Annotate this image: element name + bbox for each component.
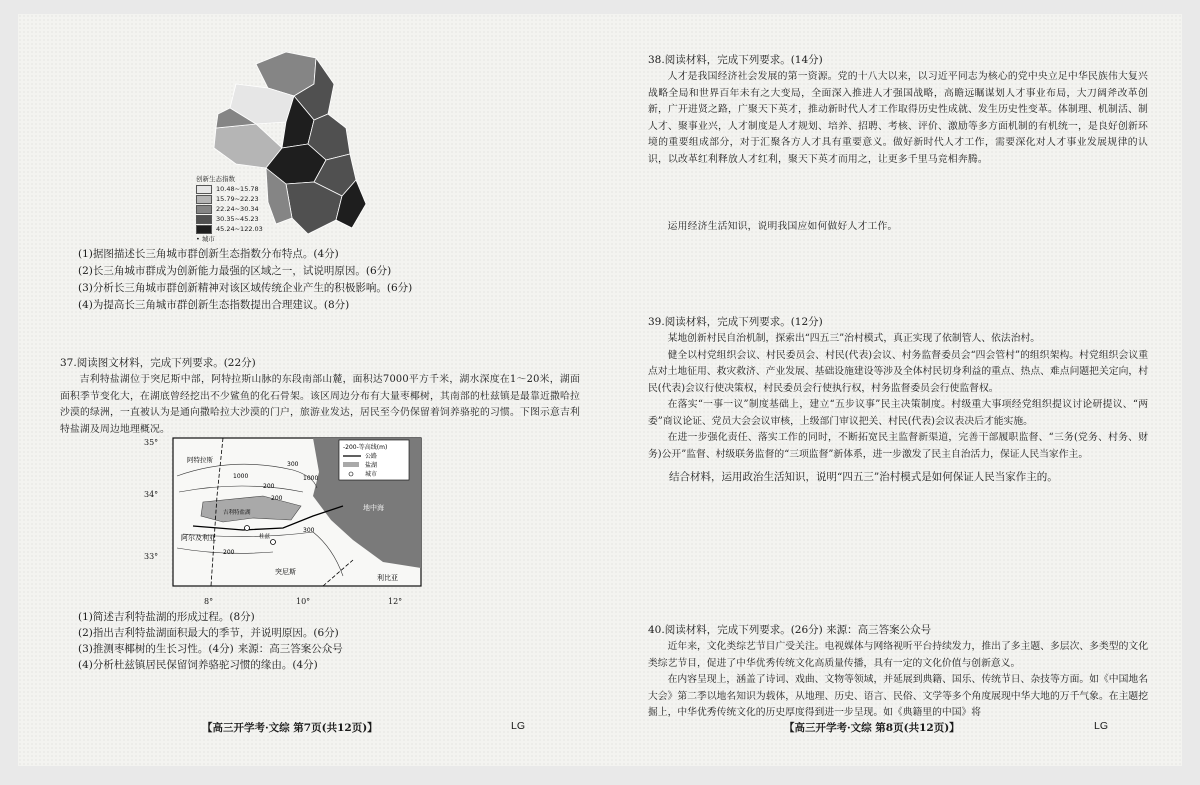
q40-paragraph: 近年来，文化类综艺节目广受关注。电视媒体与网络视听平台持续发力，推出了多主题、多层次、多类型的文化类综艺节目，促进了中华优秀传统文化高质量传播，具有一定的文化价值与创新意义。 bbox=[648, 641, 1148, 669]
city-marker bbox=[245, 526, 250, 531]
q40-paragraph: 在内容呈现上，涵盖了诗词、戏曲、文物等领域，并延展到典籍、国乐、传统节日、杂技等方面。如《中国地名大会》第二季以地名知识为载体，从地理、历史、语言、民俗、文学等多个角度展现中华大地的万千气象。在主题挖掘上，中华优秀传统文化的历史厚度得到进一步呈现。如《典籍里的中国》将 bbox=[648, 674, 1148, 718]
q40-source-note: 来源：高三答案公众号 bbox=[826, 624, 932, 636]
q36-sub-question: (2)长三角城市群成为创新能力最强的区域之一，试说明原因。(6分) bbox=[78, 265, 392, 277]
contour-label: 200 bbox=[223, 549, 235, 556]
legend-item bbox=[196, 184, 263, 194]
place-douz: 杜兹 bbox=[259, 534, 271, 540]
place-salt-lake: 吉利特盐湖 bbox=[223, 510, 251, 516]
legend-title: 创新生态指数 bbox=[196, 175, 235, 183]
place-algeria: 阿尔及利亚 bbox=[181, 534, 216, 542]
contour-label: 300 bbox=[287, 461, 299, 468]
contour-label: 1000 bbox=[233, 473, 249, 480]
map-legend bbox=[196, 174, 263, 244]
q37-sub-question: (4)分析杜兹镇居民保留饲养骆驼习惯的缘由。(4分) bbox=[78, 659, 318, 671]
q39-paragraph: 结合材料，运用政治生活知识，说明“四五三”治村模式是如何保证人民当家作主的。 bbox=[669, 471, 1058, 483]
contour-label: 300 bbox=[303, 527, 315, 534]
legend-swatch bbox=[196, 185, 212, 194]
q39-paragraphs bbox=[648, 331, 1148, 486]
map-legend-road: 公路 bbox=[365, 453, 378, 460]
legend-item bbox=[196, 214, 263, 224]
q37-text: 吉利特盐湖位于突尼斯中部，阿特拉斯山脉的东段南部山麓，面积达7000平方千米，湖水深度在1～20米，湖面面积季节变化大，在湖底曾经挖出不少鲨鱼的化石骨架。该区周边分布有大量枣椰树，其南部的杜兹镇是最靠近撒哈拉沙漠的绿洲，一直被认为是通向撒哈拉大沙漠的门户，旅游业发达，居民至今仍保留着饲养骆驼的习惯。下图示意吉利特盐湖及周边地理概况。 bbox=[60, 374, 580, 435]
q37-sub-question: (1)简述吉利特盐湖的形成过程。(8分) bbox=[78, 611, 255, 623]
footer-right: 【高三开学考·文综 第8页(共12页)】 bbox=[784, 722, 960, 734]
legend-swatch bbox=[196, 205, 212, 214]
place-atlas: 阿特拉斯 bbox=[187, 456, 213, 464]
place-libya: 利比亚 bbox=[377, 574, 398, 582]
lat-label: 33° bbox=[144, 552, 159, 561]
footer-lg-right: LG bbox=[1094, 720, 1109, 732]
legend-swatch bbox=[196, 225, 212, 234]
q40-heading-text: 40.阅读材料，完成下列要求。(26分) bbox=[648, 624, 823, 636]
footer-left: 【高三开学考·文综 第7页(共12页)】 bbox=[202, 722, 378, 734]
salt-lake-map bbox=[163, 436, 428, 598]
q39-paragraph: 健全以村党组织会议、村民委员会、村民(代表)会议、村务监督委员会“四会管村”的组织架构。村党组织会议重点对土地征用、救灾救济、产业发展、基础设施建设等涉及全体村民切身利益的重点、热点、难点问题把关定向，村民(代表)会议行使决策权，村民委员会行使执行权，村务监督委员会行使监督权。 bbox=[648, 349, 1148, 394]
map-legend-lake: 盐湖 bbox=[365, 462, 378, 469]
legend-label: 15.79~22.23 bbox=[216, 195, 259, 203]
legend-item bbox=[196, 194, 263, 204]
legend-label: 10.48~15.78 bbox=[216, 185, 259, 193]
map-legend-contour: -200-等高线(m) bbox=[343, 444, 388, 451]
legend-label: 45.24~122.03 bbox=[216, 225, 263, 233]
map-legend-city: 城市 bbox=[365, 471, 378, 478]
q37-heading: 37.阅读图文材料，完成下列要求。(22分) bbox=[60, 357, 256, 369]
lat-label: 34° bbox=[144, 490, 159, 499]
legend-label: 22.24~30.34 bbox=[216, 205, 259, 213]
q39-paragraph: 在进一步强化责任、落实工作的同时，不断拓宽民主监督新渠道，完善干部履职监督、“三务(党务、村务、财务)公开”监督、村级联务监督的“三项监督”新体系，进一步激发了民主自治活力，保证人民当家作主。 bbox=[648, 432, 1148, 460]
footer-lg-left: LG bbox=[511, 720, 526, 732]
q38-text: 人才是我国经济社会发展的第一资源。党的十八大以来，以习近平同志为核心的党中央立足中华民族伟大复兴战略全局和世界百年未有之大变局，全面深入推进人才强国战略，高瞻远瞩谋划人才事业布局，大刀阔斧改革创新，广开进贤之路，广聚天下英才，推动新时代人才工作取得历史性成就、发生历史性变革。体制理、机制活、制人才、聚事业兴，人才制度是人才规划、培养、招聘、考核、评价、激励等多方面机制的有机统一，是良好创新环境的重要组成部分，对于汇聚各方人才具有重要意义。做好新时代人才工作，需要深化对人才事业发展规律的认识，以改革红利释放人才红利，聚天下英才而用之，让更多千里马竞相奔腾。 bbox=[648, 71, 1148, 165]
lon-label: 10° bbox=[296, 597, 311, 606]
exam-sheet bbox=[18, 14, 1182, 766]
q36-sub-question: (4)为提高长三角城市群创新生态指数提出合理建议。(8分) bbox=[78, 299, 350, 311]
q38-heading: 38.阅读材料，完成下列要求。(14分) bbox=[648, 54, 823, 66]
contour-label: 200 bbox=[271, 495, 283, 502]
q37-sub-question: (2)指出吉利特盐湖面积最大的季节，并说明原因。(6分) bbox=[78, 627, 339, 639]
lon-label: 12° bbox=[388, 597, 403, 606]
q36-sub-question: (1)据图描述长三角城市群创新生态指数分布特点。(4分) bbox=[78, 248, 339, 260]
q38-task: 运用经济生活知识，说明我国应如何做好人才工作。 bbox=[667, 221, 898, 232]
legend-city: • 城市 bbox=[196, 235, 215, 243]
q37-source-note: 来源：高三答案公众号 bbox=[237, 643, 343, 655]
q40-heading bbox=[648, 622, 931, 637]
q39-paragraph: 某地创新村民自治机制，探索出“四五三”治村模式，真正实现了依制管人、依法治村。 bbox=[667, 333, 1041, 344]
legend-item bbox=[196, 204, 263, 214]
contour-label: 200 bbox=[263, 483, 275, 490]
legend-swatch bbox=[196, 195, 212, 204]
city-marker bbox=[271, 540, 276, 545]
q37-sub-question bbox=[78, 641, 343, 656]
place-tunisia: 突尼斯 bbox=[275, 568, 296, 576]
legend-label: 30.35~45.23 bbox=[216, 215, 259, 223]
legend-swatch bbox=[196, 215, 212, 224]
legend-item bbox=[196, 224, 263, 234]
q40-paragraphs bbox=[648, 639, 1148, 722]
lat-label: 35° bbox=[144, 438, 159, 447]
q37-sub-question-text: (3)推测枣椰树的生长习性。(4分) bbox=[78, 643, 234, 655]
place-mediterranean: 地中海 bbox=[363, 504, 384, 512]
q36-sub-question: (3)分析长三角城市群创新精神对该区域传统企业产生的积极影响。(6分) bbox=[78, 282, 413, 294]
q39-heading: 39.阅读材料，完成下列要求。(12分) bbox=[648, 316, 823, 328]
contour-label: 1000 bbox=[303, 475, 319, 482]
q39-paragraph: 在落实“一事一议”制度基础上，建立“五步议事”民主决策制度。村级重大事项经党组织提议讨论研提议、“两委”商议论证、党员大会会议审核，上级部门审议把关、村民(代表)会议表决后才能实施。 bbox=[648, 399, 1148, 427]
lon-label: 8° bbox=[204, 597, 214, 606]
